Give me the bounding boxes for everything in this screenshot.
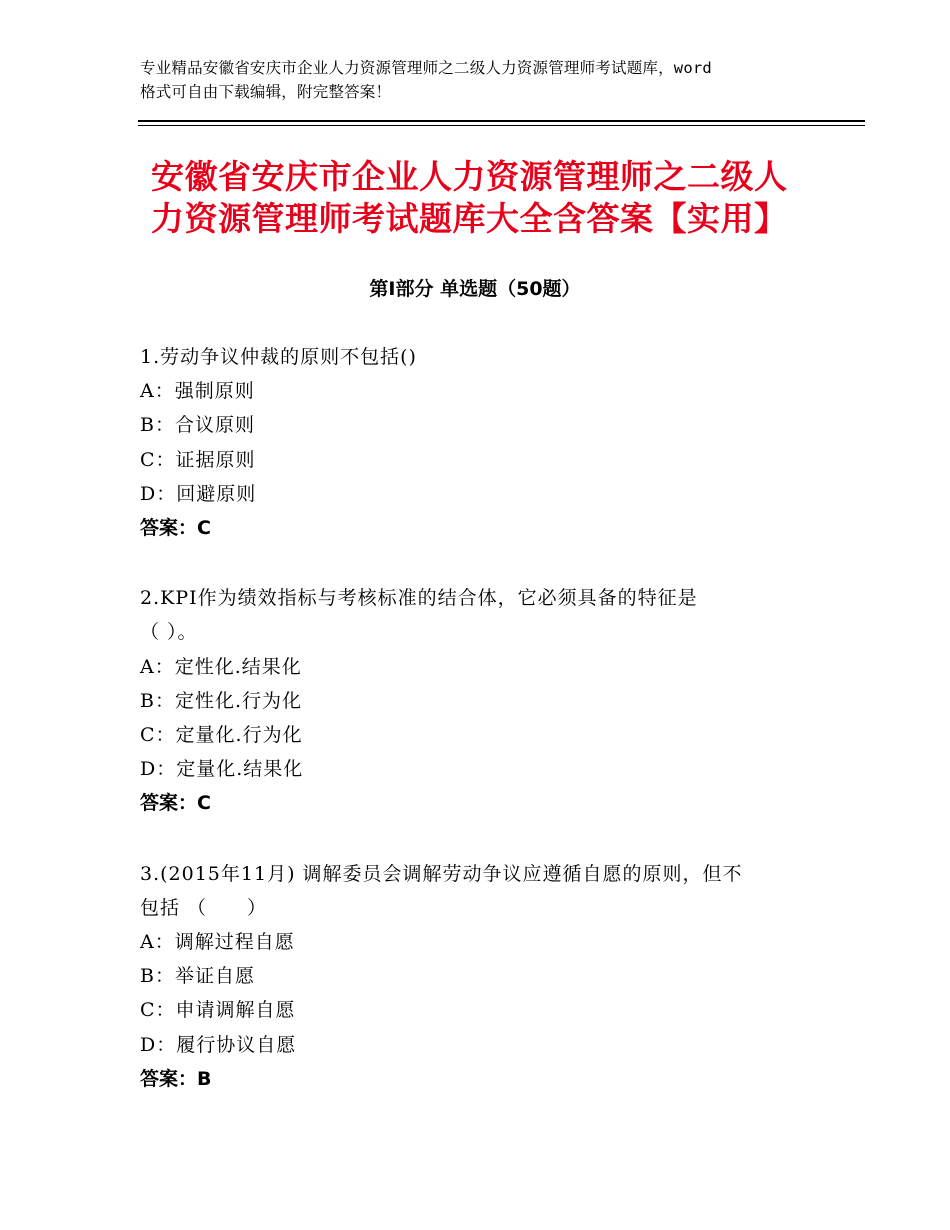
header-note bbox=[140, 56, 840, 104]
option-b: B：举证自愿 bbox=[140, 965, 255, 988]
option-b: B：定性化.行为化 bbox=[140, 689, 303, 712]
option-a: A：定性化.结果化 bbox=[140, 655, 302, 678]
header-divider-thin bbox=[138, 125, 865, 126]
question-2 bbox=[140, 581, 820, 820]
document-title-line-2: 力资源管理师考试题库大全含答案【实用】 bbox=[151, 199, 788, 238]
header-divider-thick bbox=[138, 120, 865, 122]
option-d: D：履行协议自愿 bbox=[140, 1033, 297, 1056]
option-a: A：调解过程自愿 bbox=[140, 931, 295, 954]
option-d: D：回避原则 bbox=[140, 482, 257, 505]
answer: 答案：B bbox=[140, 1067, 212, 1090]
question-3 bbox=[140, 857, 820, 1096]
question-stem: 1.劳动争议仲裁的原则不包括() bbox=[140, 346, 417, 368]
option-a: A：强制原则 bbox=[140, 380, 255, 403]
question-1 bbox=[140, 340, 820, 545]
question-list bbox=[140, 340, 820, 1132]
question-stem: 3.(2015年11月) 调解委员会调解劳动争议应遵循自愿的原则，但不 bbox=[140, 862, 743, 885]
option-b: B：合议原则 bbox=[140, 414, 255, 437]
option-c: C：证据原则 bbox=[140, 448, 256, 471]
option-c: C：申请调解自愿 bbox=[140, 999, 296, 1022]
answer: 答案：C bbox=[140, 517, 211, 540]
answer: 答案：C bbox=[140, 792, 211, 815]
header-note-line-2: 格式可自由下载编辑，附完整答案！ bbox=[140, 83, 392, 101]
document-title-line-1: 安徽省安庆市企业人力资源管理师之二级人 bbox=[151, 157, 788, 196]
question-stem-continuation: 包括 （ ） bbox=[140, 896, 268, 919]
header-note-line-1: 专业精品安徽省安庆市企业人力资源管理师之二级人力资源管理师考试题库，word bbox=[140, 59, 712, 77]
question-stem: 2.KPI作为绩效指标与考核标准的结合体，它必须具备的特征是 bbox=[140, 587, 698, 610]
document-title bbox=[151, 156, 831, 240]
option-c: C：定量化.行为化 bbox=[140, 724, 303, 747]
option-d: D：定量化.结果化 bbox=[140, 758, 304, 781]
section-heading: 第Ⅰ部分 单选题（50题） bbox=[369, 278, 581, 300]
question-stem-continuation: （ ）。 bbox=[140, 621, 198, 644]
